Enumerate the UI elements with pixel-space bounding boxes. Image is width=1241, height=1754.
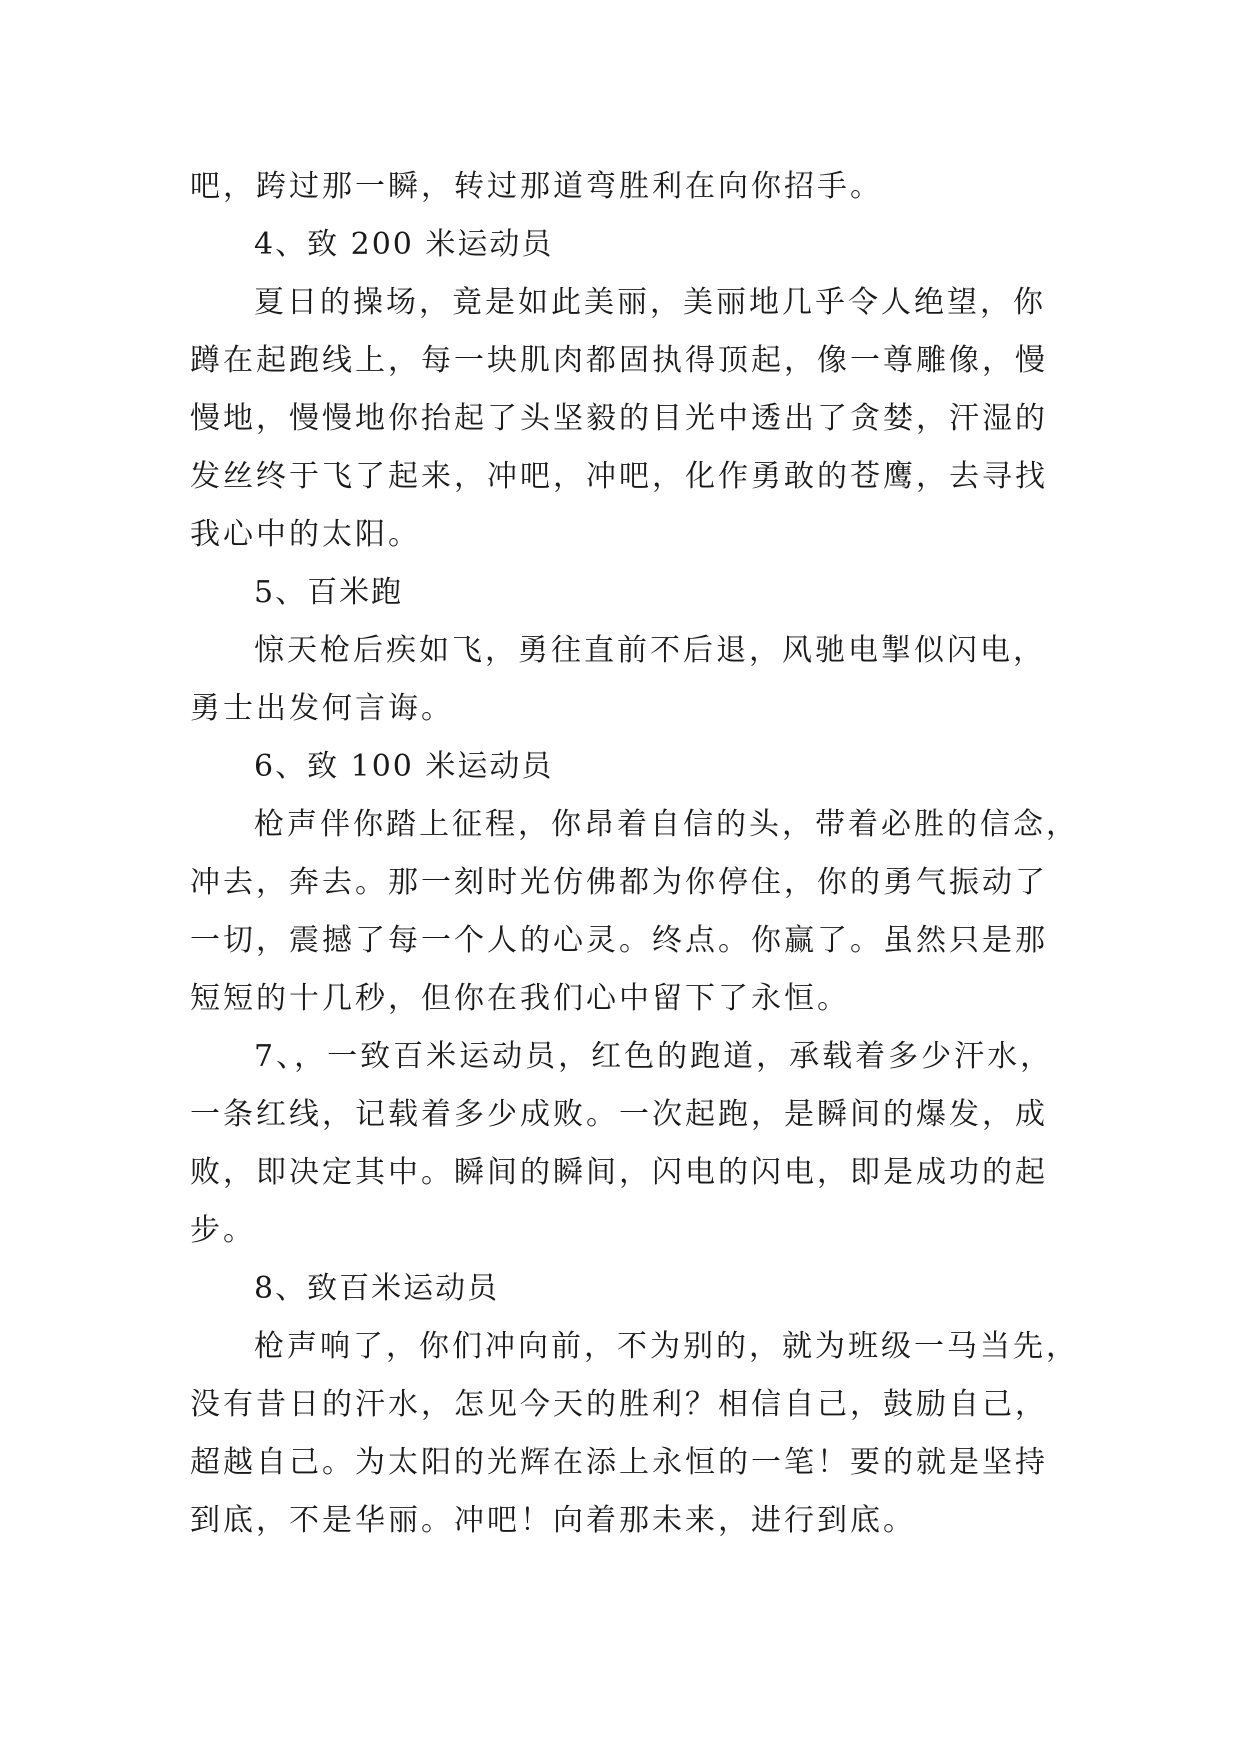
paragraph-line: 吧，跨过那一瞬，转过那道弯胜利在向你招手。 [190, 169, 883, 204]
paragraph-line: 败，即决定其中。瞬间的瞬间，闪电的闪电，即是成功的起 [190, 1155, 1048, 1190]
paragraph-line: 一切，震撼了每一个人的心灵。终点。你赢了。虽然只是那 [190, 923, 1048, 958]
paragraph-line: 步。 [190, 1213, 256, 1248]
section-heading: 8、致百米运动员 [254, 1271, 500, 1306]
paragraph-line: 蹲在起跑线上，每一块肌肉都固执得顶起，像一尊雕像，慢 [190, 343, 1048, 378]
section-heading: 6、致 100 米运动员 [254, 749, 554, 784]
section-heading: 5、百米跑 [254, 575, 404, 610]
paragraph-line: 短短的十几秒，但你在我们心中留下了永恒。 [190, 981, 850, 1016]
section-heading: 4、致 200 米运动员 [254, 227, 554, 262]
paragraph-line: 到底，不是华丽。冲吧！向着那未来，进行到底。 [190, 1503, 916, 1538]
paragraph-line: 夏日的操场，竟是如此美丽，美丽地几乎令人绝望，你 [254, 285, 1046, 320]
paragraph-line: 7、，一致百米运动员，红色的跑道，承载着多少汗水， [254, 1039, 1054, 1074]
paragraph-line: 枪声伴你踏上征程，你昂着自信的头，带着必胜的信念， [254, 807, 1079, 842]
paragraph-line: 勇士出发何言诲。 [190, 691, 454, 726]
paragraph-line: 我心中的太阳。 [190, 517, 421, 552]
paragraph-line: 慢地，慢慢地你抬起了头坚毅的目光中透出了贪婪，汗湿的 [190, 401, 1048, 436]
paragraph-line: 惊天枪后疾如飞，勇往直前不后退，风驰电掣似闪电， [254, 633, 1046, 668]
paragraph-line: 没有昔日的汗水，怎见今天的胜利？相信自己，鼓励自己， [190, 1387, 1048, 1422]
paragraph-line: 发丝终于飞了起来，冲吧，冲吧，化作勇敢的苍鹰，去寻找 [190, 459, 1048, 494]
document-body [190, 158, 1079, 1550]
paragraph-line: 枪声响了，你们冲向前，不为别的，就为班级一马当先， [254, 1329, 1079, 1364]
paragraph-line: 冲去，奔去。那一刻时光仿佛都为你停住，你的勇气振动了 [190, 865, 1048, 900]
paragraph-line: 超越自己。为太阳的光辉在添上永恒的一笔！要的就是坚持 [190, 1445, 1048, 1480]
paragraph-line: 一条红线，记载着多少成败。一次起跑，是瞬间的爆发，成 [190, 1097, 1048, 1132]
